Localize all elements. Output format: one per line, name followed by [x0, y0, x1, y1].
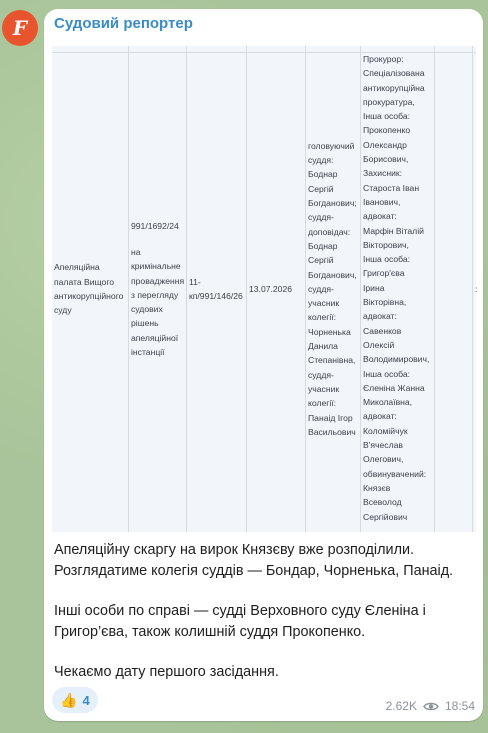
avatar-letter: F: [12, 16, 28, 40]
edge-char: :: [475, 283, 478, 294]
date-cell: [246, 46, 306, 532]
channel-avatar[interactable]: [2, 10, 38, 46]
proceeding-number: 11- кп/991/146/26: [189, 276, 243, 301]
channel-name[interactable]: Судовий репортер: [54, 15, 193, 32]
case-type: на кримінальне провадження з перегляду судових рішень апеляційної інстанції: [131, 246, 185, 358]
judges-cell: [305, 46, 361, 532]
document-screenshot[interactable]: [52, 46, 476, 532]
participants-cell: [360, 46, 435, 532]
court-name: Апеляційна палата Вищого антикорупційного суду: [54, 262, 124, 316]
message-paragraph: Інші особи по справі — судді Верховного суду Єленіна і Григор’єва, також колишній суддя Прокопенко.: [54, 603, 426, 640]
thumbs-up-icon: 👍: [60, 691, 78, 708]
case-cell: [128, 46, 187, 532]
schedule-table: [52, 46, 476, 532]
hearing-date: 13.07.2026: [249, 283, 293, 294]
message-time: 18:54: [444, 699, 475, 713]
court-cell: [52, 46, 128, 532]
participants-list: Прокурор: Спеціалізована антикорупційна прокуратура, Інша особа: Прокопенко Олександр Борисович, Захисник: Староста Іван Іванович, адвокат: Марфін Віталій Вікторович, Інша особа: Григор'єва Ірина Вікторівна, адвокат: Савенков Олексій Володимирович, Інша особа: Єленіна Жанна Миколаївна, адвокат: Коломійчук В'ячеслав Олегович, обвинувачений: Князєв Всеволод Сергійович: [363, 54, 430, 522]
reaction-button[interactable]: [52, 687, 98, 713]
eye-icon: [423, 701, 439, 712]
message-paragraph: Чекаємо дату першого засідання.: [54, 664, 279, 680]
proceeding-cell: [186, 46, 247, 532]
message-bubble: [44, 9, 483, 721]
message-paragraph: Апеляційну скаргу на вирок Князєву вже розподілили. Розглядатиме колегія суддів — Бондар, Чорненька, Панаід.: [54, 542, 454, 579]
message-meta: [386, 699, 475, 713]
case-number: 991/1692/24: [131, 220, 179, 231]
message-text: [54, 540, 474, 683]
view-count: 2.62K: [385, 699, 417, 713]
edge-cell: [472, 46, 477, 532]
empty-cell: [434, 46, 473, 532]
reaction-count: 4: [82, 692, 90, 708]
judges-list: головуючий суддя: Боднар Сергій Богданович; суддя- доповідач: Боднар Сергій Богданович, суддя- учасник колегії: Чорненька Данила Степанівна, суддя- учасник колегії: Панаід Ігор Васильович: [308, 140, 357, 437]
